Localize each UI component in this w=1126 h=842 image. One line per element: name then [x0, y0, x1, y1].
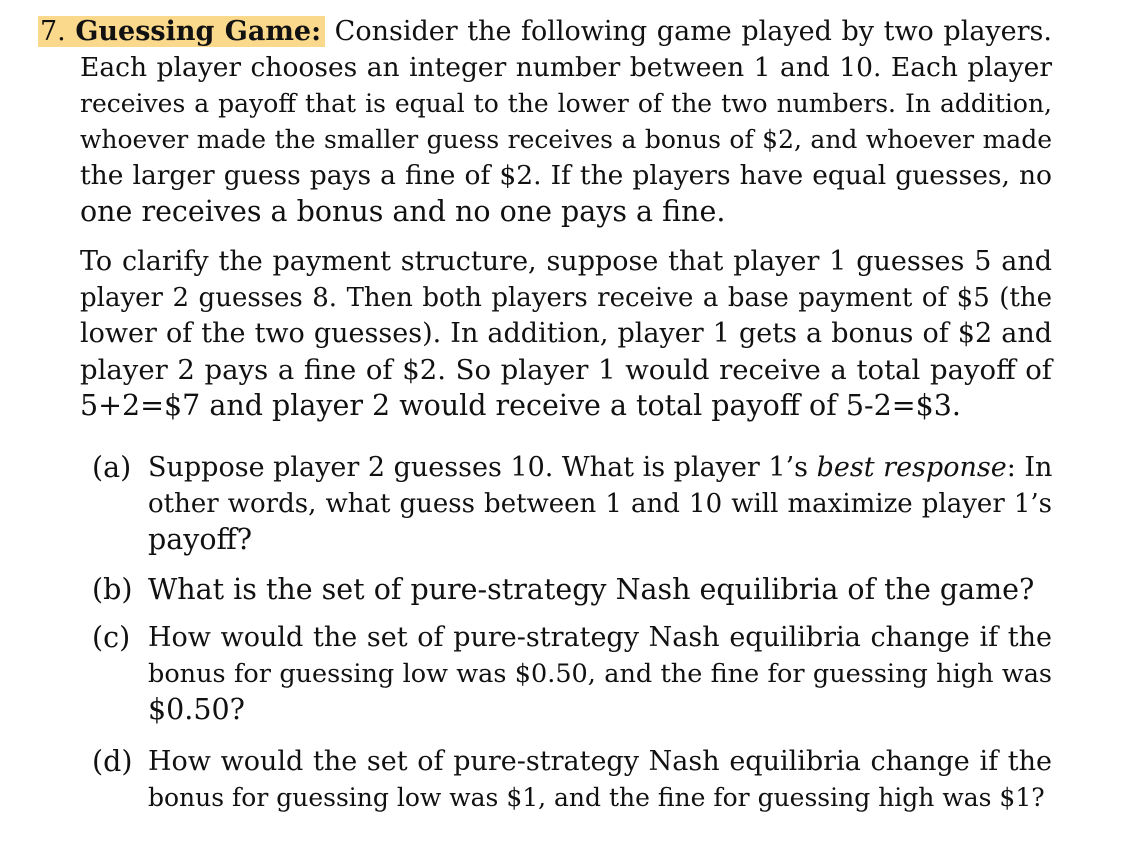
part-a-line-1	[148, 450, 1052, 486]
intro-line-5: the larger guess pays a fine of $2. If the players have equal guesses, no	[80, 160, 1052, 191]
problem-title-highlight	[38, 16, 325, 47]
part-a-line-3: payoff?	[148, 523, 253, 556]
intro-line-1: Consider the following game played by two players.	[334, 16, 1052, 47]
clarify-line-5: 5+2=$7 and player 2 would receive a total payoff of 5-2=$3.	[80, 389, 961, 422]
part-a-line-2: other words, what guess between 1 and 10 will maximize player 1’s	[148, 489, 1052, 519]
problem-title-colon: :	[311, 16, 322, 47]
part-a-best-response: best response	[816, 452, 1007, 483]
part-a-line-1-pre: Suppose player 2 guesses 10. What is player 1’s	[148, 452, 809, 483]
part-c-label: (c)	[92, 621, 131, 654]
intro-line-2: Each player chooses an integer number between 1 and 10. Each player	[80, 52, 1052, 83]
clarify-line-3: lower of the two guesses). In addition, player 1 gets a bonus of $2 and	[80, 318, 1052, 349]
part-a-label: (a)	[92, 451, 132, 484]
part-c-line-3: $0.50?	[148, 693, 245, 726]
clarify-line-4: player 2 pays a fine of $2. So player 1 would receive a total payoff of	[80, 354, 1052, 386]
problem-title: Guessing Game	[75, 16, 312, 47]
part-a-line-1-post: : In	[1006, 452, 1053, 483]
part-d-label: (d)	[92, 745, 133, 778]
part-b-line-1: What is the set of pure-strategy Nash equilibria of the game?	[148, 573, 1035, 606]
part-b-label: (b)	[92, 573, 133, 606]
intro-line-3: receives a payoff that is equal to the lower of the two numbers. In addition,	[80, 89, 1052, 118]
intro-line-4: whoever made the smaller guess receives a bonus of $2, and whoever made	[80, 125, 1052, 154]
part-d-line-1: How would the set of pure-strategy Nash equilibria change if the	[148, 746, 1052, 777]
intro-line-6: one receives a bonus and no one pays a fine.	[80, 195, 726, 228]
part-d-line-2: bonus for guessing low was $1, and the fine for guessing high was $1?	[148, 783, 1045, 812]
problem-first-line	[40, 14, 1052, 50]
problem-number: 7.	[40, 16, 66, 47]
clarify-line-2: player 2 guesses 8. Then both players receive a base payment of $5 (the	[80, 283, 1052, 313]
part-c-line-2: bonus for guessing low was $0.50, and the fine for guessing high was	[148, 659, 1052, 689]
part-c-line-1: How would the set of pure-strategy Nash equilibria change if the	[148, 622, 1052, 653]
clarify-line-1: To clarify the payment structure, suppose that player 1 guesses 5 and	[80, 246, 1052, 277]
